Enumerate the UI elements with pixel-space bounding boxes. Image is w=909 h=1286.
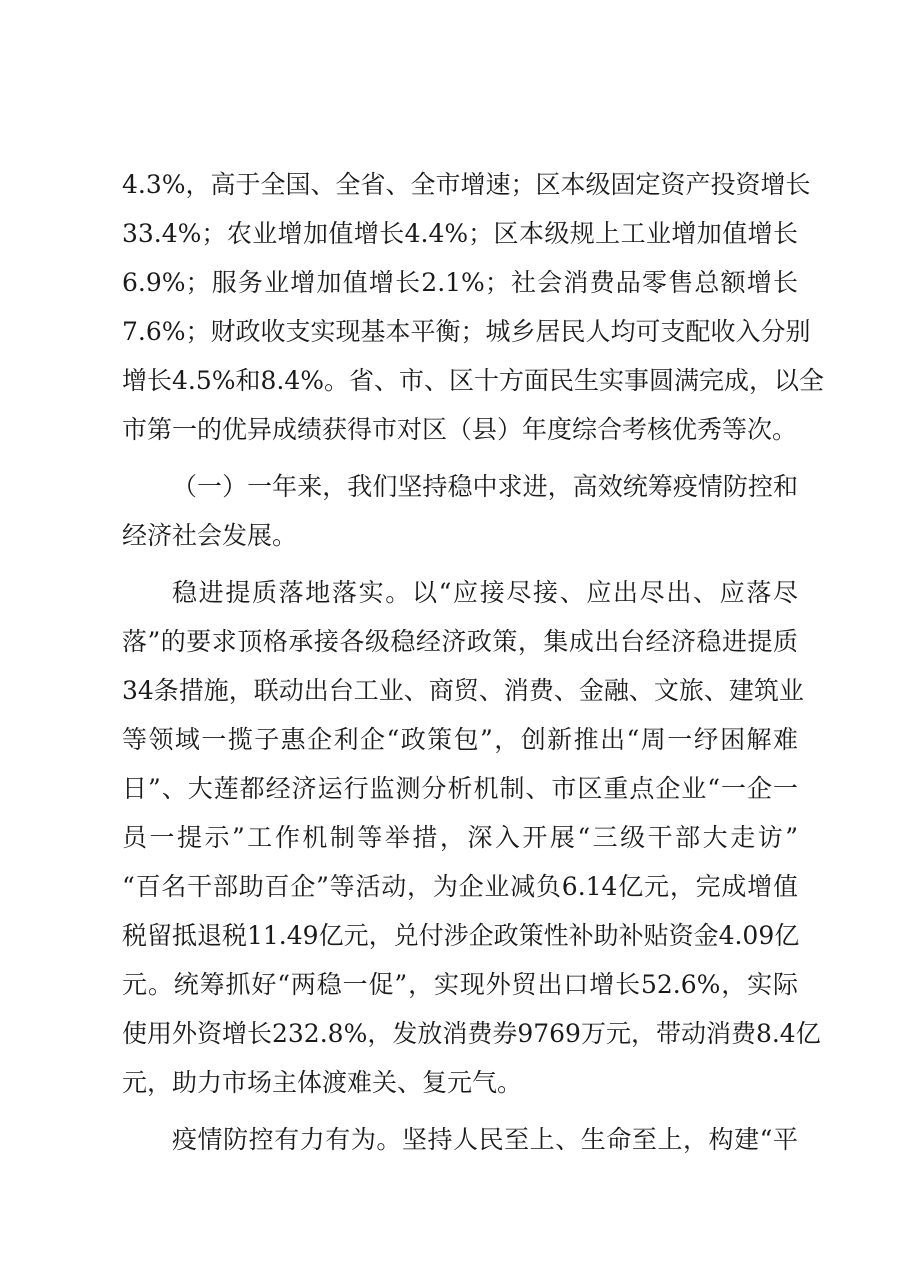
text-line: 市第一的优异成绩获得市对区（县）年度综合考核优秀等次。 bbox=[122, 415, 798, 444]
section-heading-line: 经济社会发展。 bbox=[122, 521, 298, 550]
text-line: 稳进提质落地落实。以“应接尽接、应出尽出、应落尽 bbox=[172, 578, 798, 607]
text-line: 33.4%；农业增加值增长4.4%；区本级规上工业增加值增长 bbox=[122, 219, 798, 248]
text-line: 6.9%；服务业增加值增长2.1%；社会消费品零售总额增长 bbox=[122, 268, 798, 297]
text-line: “百名干部助百企”等活动，为企业减负6.14亿元，完成增值 bbox=[122, 872, 798, 901]
text-line: 34条措施，联动出台工业、商贸、消费、金融、文旅、建筑业 bbox=[122, 676, 804, 705]
text-line: 元，助力市场主体渡难关、复元气。 bbox=[122, 1068, 523, 1097]
text-line: 等领域一揽子惠企利企“政策包”，创新推出“周一纾困解难 bbox=[122, 725, 798, 754]
text-line: 增长4.5%和8.4%。省、市、区十方面民生实事圆满完成，以全 bbox=[122, 366, 825, 395]
text-line: 日”、大莲都经济运行监测分析机制、市区重点企业“一企一 bbox=[122, 774, 798, 803]
text-line: 7.6%；财政收支实现基本平衡；城乡居民人均可支配收入分别 bbox=[122, 317, 811, 346]
text-line: 4.3%，高于全国、全省、全市增速；区本级固定资产投资增长 bbox=[122, 170, 811, 199]
section-heading-line: （一）一年来，我们坚持稳中求进，高效统筹疫情防控和 bbox=[172, 472, 798, 501]
text-line: 税留抵退税11.49亿元，兑付涉企政策性补助补贴资金4.09亿 bbox=[122, 921, 800, 950]
text-line: 元。统筹抓好“两稳一促”，实现外贸出口增长52.6%，实际 bbox=[122, 970, 798, 999]
text-line: 使用外资增长232.8%，发放消费券9769万元，带动消费8.4亿 bbox=[122, 1019, 821, 1048]
text-line: 疫情防控有力有为。坚持人民至上、生命至上，构建“平 bbox=[172, 1125, 798, 1154]
text-line: 落”的要求顶格承接各级稳经济政策，集成出台经济稳进提质 bbox=[122, 627, 798, 656]
document-body bbox=[122, 160, 825, 1164]
text-line: 员一提示”工作机制等举措，深入开展“三级干部大走访” bbox=[122, 823, 798, 852]
